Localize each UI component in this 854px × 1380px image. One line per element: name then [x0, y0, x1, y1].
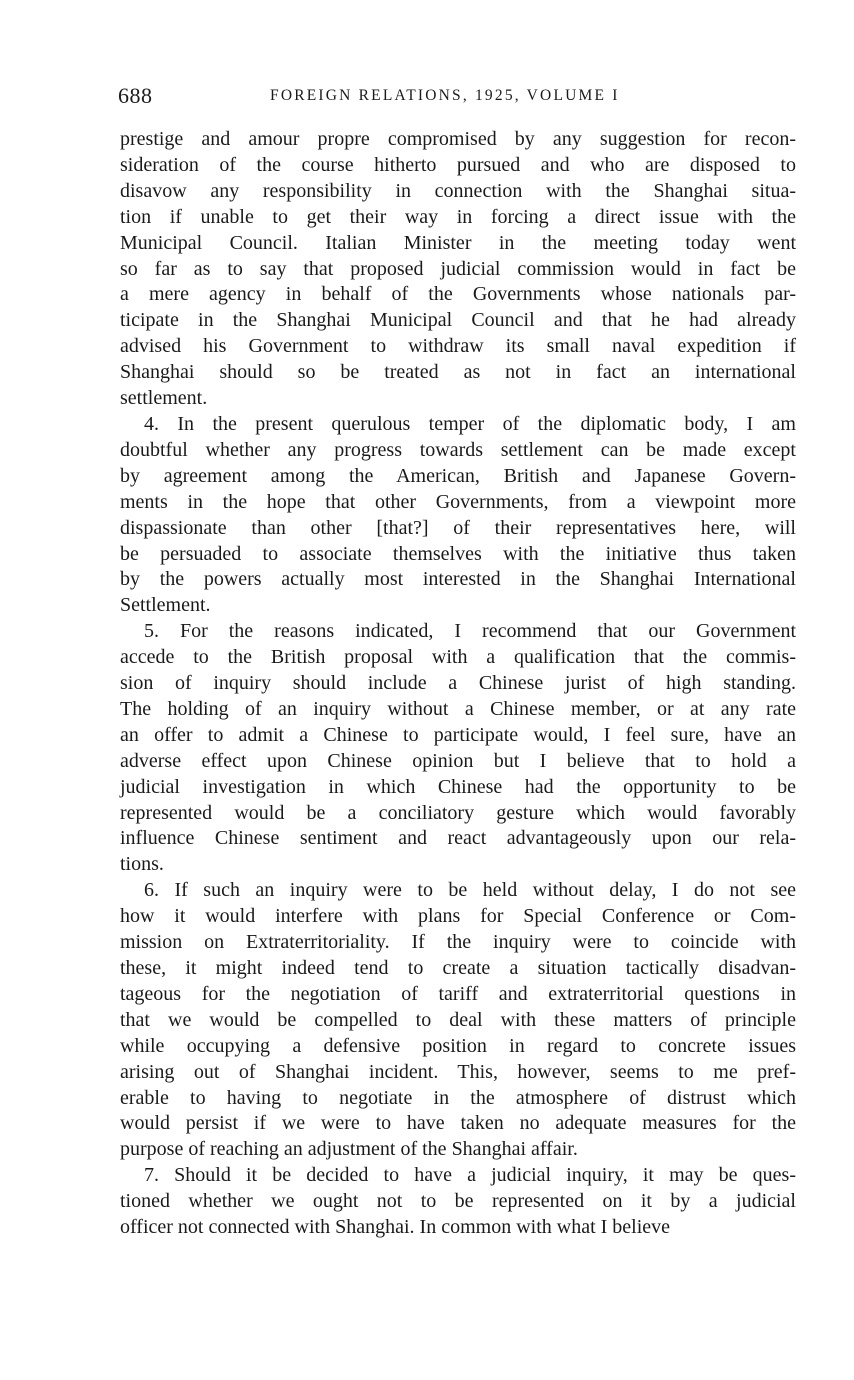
text-line: by the powers actually most interested in the Shanghai International	[120, 568, 796, 591]
text-line: tion if unable to get their way in forcing a direct issue with the	[120, 205, 796, 228]
text-line: purpose of reaching an adjustment of the Shanghai affair.	[120, 1138, 578, 1161]
text-line: accede to the British proposal with a qualification that the commis-	[120, 646, 796, 669]
text-line: erable to having to negotiate in the atmosphere of distrust which	[120, 1086, 796, 1109]
page-number: 688	[118, 83, 153, 108]
text-line: these, it might indeed tend to create a situation tactically disadvan-	[120, 957, 796, 979]
text-line: dispassionate than other [that?] of their representatives here, will	[120, 516, 796, 539]
paragraph	[120, 878, 796, 1163]
text-line: by agreement among the American, British and Japanese Govern-	[120, 464, 796, 487]
text-line: advised his Government to withdraw its small naval expedition if	[120, 335, 796, 358]
text-line: judicial investigation in which Chinese had the opportunity to be	[120, 775, 796, 798]
text-line: officer not connected with Shanghai. In common with what I believe	[120, 1216, 671, 1239]
text-line: an offer to admit a Chinese to participate would, I feel sure, have an	[120, 723, 796, 746]
paragraph	[120, 412, 796, 619]
text-line: arising out of Shanghai incident. This, however, seems to me pref-	[120, 1060, 796, 1083]
text-line: ticipate in the Shanghai Municipal Council and that he had already	[120, 309, 796, 332]
text-line: that we would be compelled to deal with these matters of principle	[120, 1008, 796, 1031]
text-line: sideration of the course hitherto pursued and who are disposed to	[120, 153, 796, 176]
text-line: Settlement.	[120, 594, 211, 617]
text-line: be persuaded to associate themselves with the initiative thus taken	[120, 542, 796, 565]
text-line: 6. If such an inquiry were to be held without delay, I do not see	[144, 879, 796, 902]
paragraph	[120, 1163, 796, 1241]
text-line: The holding of an inquiry without a Chinese member, or at any rate	[120, 697, 796, 720]
text-line: Municipal Council. Italian Minister in the meeting today went	[120, 231, 796, 254]
text-line: a mere agency in behalf of the Governments whose nationals par-	[120, 283, 796, 306]
text-line: doubtful whether any progress towards settlement can be made except	[120, 438, 796, 461]
text-line: 4. In the present querulous temper of the diplomatic body, I am	[144, 412, 796, 435]
text-line: influence Chinese sentiment and react advantageously upon our rela-	[120, 827, 796, 850]
paragraph	[120, 619, 796, 878]
text-line: tageous for the negotiation of tariff and extraterritorial questions in	[120, 982, 796, 1005]
text-line: while occupying a defensive position in regard to concrete issues	[120, 1034, 796, 1057]
text-line: how it would interfere with plans for Special Conference or Com-	[120, 905, 796, 928]
document-body	[120, 127, 796, 1241]
text-line: Shanghai should so be treated as not in fact an international	[120, 361, 796, 384]
text-line: represented would be a conciliatory gesture which would favorably	[120, 801, 796, 824]
text-line: tioned whether we ought not to be represented on it by a judicial	[120, 1190, 796, 1213]
paragraph	[120, 127, 796, 412]
text-line: settlement.	[120, 387, 208, 410]
text-line: sion of inquiry should include a Chinese jurist of high standing.	[120, 672, 796, 695]
text-line: 5. For the reasons indicated, I recommend that our Government	[144, 620, 796, 643]
text-line: would persist if we were to have taken no adequate measures for the	[120, 1112, 796, 1135]
text-line: disavow any responsibility in connection with the Shanghai situa-	[120, 179, 796, 202]
text-line: mission on Extraterritoriality. If the inquiry were to coincide with	[120, 931, 796, 954]
text-line: adverse effect upon Chinese opinion but I believe that to hold a	[120, 749, 796, 772]
running-head: FOREIGN RELATIONS, 1925, VOLUME I	[270, 87, 620, 104]
text-line: ments in the hope that other Governments, from a viewpoint more	[120, 490, 796, 513]
text-line: tions.	[120, 853, 164, 876]
text-line: 7. Should it be decided to have a judicial inquiry, it may be ques-	[144, 1164, 796, 1187]
text-line: so far as to say that proposed judicial commission would in fact be	[120, 257, 796, 280]
text-line: prestige and amour propre compromised by any suggestion for recon-	[120, 128, 796, 150]
